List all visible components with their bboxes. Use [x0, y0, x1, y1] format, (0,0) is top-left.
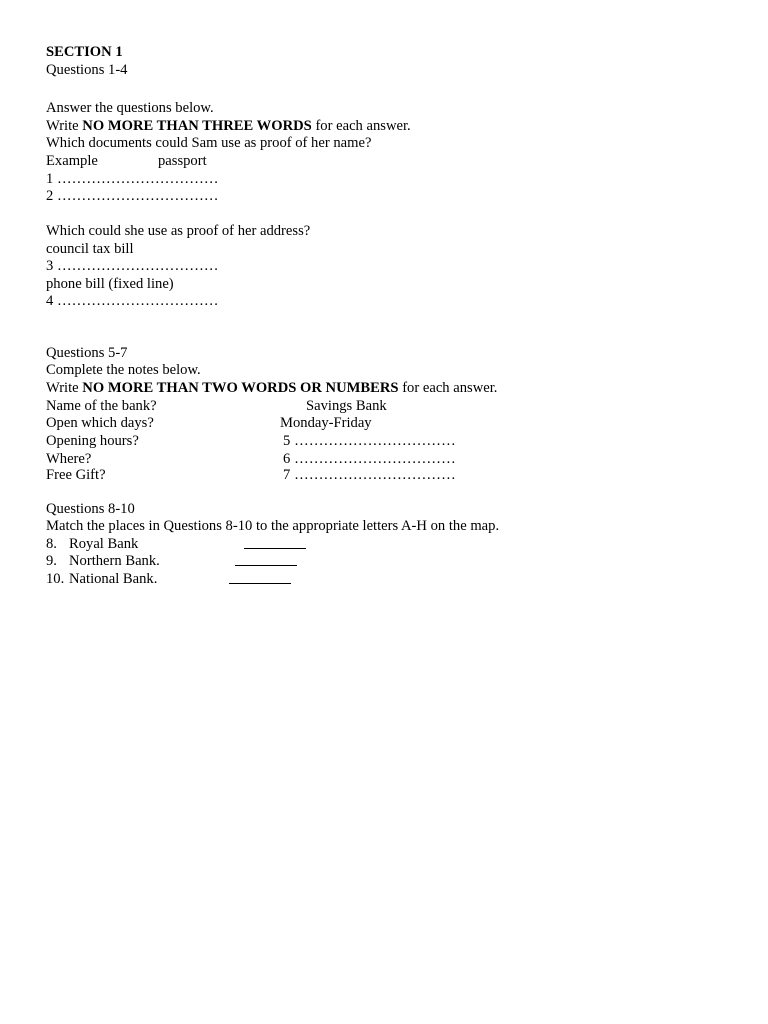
- part3-heading: Questions 8-10: [46, 501, 135, 517]
- q10-blank[interactable]: [229, 571, 291, 589]
- match-item-label: Royal Bank: [69, 536, 139, 552]
- part2-heading: Questions 5-7: [46, 345, 128, 361]
- q3-blank[interactable]: ……………………………: [56, 258, 219, 274]
- q1-number: 1: [46, 171, 54, 187]
- notes-row-label: Where?: [46, 451, 92, 467]
- part1-instruction: Answer the questions below.: [46, 100, 214, 116]
- address-item-1: council tax bill: [46, 241, 134, 257]
- notes-row-label: Opening hours?: [46, 433, 139, 449]
- q2-number: 2: [46, 188, 54, 204]
- match-item-number: 8.: [46, 536, 57, 552]
- section-title: SECTION 1: [46, 44, 123, 60]
- match-item-label: National Bank.: [69, 571, 158, 587]
- part1-write-bold: NO MORE THAN THREE WORDS: [82, 118, 312, 134]
- answer-line-2: [46, 188, 219, 205]
- q4-blank[interactable]: ……………………………: [56, 293, 219, 309]
- answer-line-4: [46, 293, 219, 310]
- part2-write-bold: NO MORE THAN TWO WORDS OR NUMBERS: [82, 380, 399, 396]
- part2-instruction: Complete the notes below.: [46, 362, 201, 378]
- question-address: Which could she use as proof of her address?: [46, 223, 311, 239]
- answer-line-1: [46, 171, 219, 188]
- notes-row-label: Open which days?: [46, 415, 154, 431]
- notes-row-value: Savings Bank: [306, 398, 387, 414]
- q4-number: 4: [46, 293, 54, 309]
- question-name: Which documents could Sam use as proof of her name?: [46, 135, 372, 151]
- match-item-number: 9.: [46, 553, 57, 569]
- part2-write-suffix: for each answer.: [398, 380, 498, 396]
- q2-blank[interactable]: ……………………………: [56, 188, 219, 204]
- part3-instruction: Match the places in Questions 8-10 to the appropriate letters A-H on the map.: [46, 518, 500, 534]
- q6-blank[interactable]: 6 ……………………………: [283, 451, 456, 467]
- notes-row-label: Name of the bank?: [46, 398, 157, 414]
- part1-write-suffix: for each answer.: [311, 118, 411, 134]
- example-label: Example: [46, 153, 98, 169]
- part1-write-prefix: Write: [46, 118, 83, 134]
- match-item-label: Northern Bank.: [69, 553, 160, 569]
- section-subtitle: Questions 1-4: [46, 62, 128, 78]
- part2-write-rule: [46, 380, 497, 397]
- q5-blank[interactable]: 5 ……………………………: [283, 433, 456, 449]
- q7-blank[interactable]: 7 ……………………………: [283, 467, 456, 483]
- example-answer: passport: [158, 153, 207, 169]
- notes-row-value: Monday-Friday: [280, 415, 372, 431]
- answer-line-3: [46, 258, 219, 275]
- match-item-number: 10.: [46, 571, 65, 587]
- notes-row-label: Free Gift?: [46, 467, 106, 483]
- q3-number: 3: [46, 258, 54, 274]
- q1-blank[interactable]: ……………………………: [56, 171, 219, 187]
- part1-write-rule: [46, 118, 411, 135]
- part2-write-prefix: Write: [46, 380, 83, 396]
- address-item-2: phone bill (fixed line): [46, 276, 174, 292]
- q8-blank[interactable]: [244, 536, 306, 554]
- q9-blank[interactable]: [235, 553, 297, 571]
